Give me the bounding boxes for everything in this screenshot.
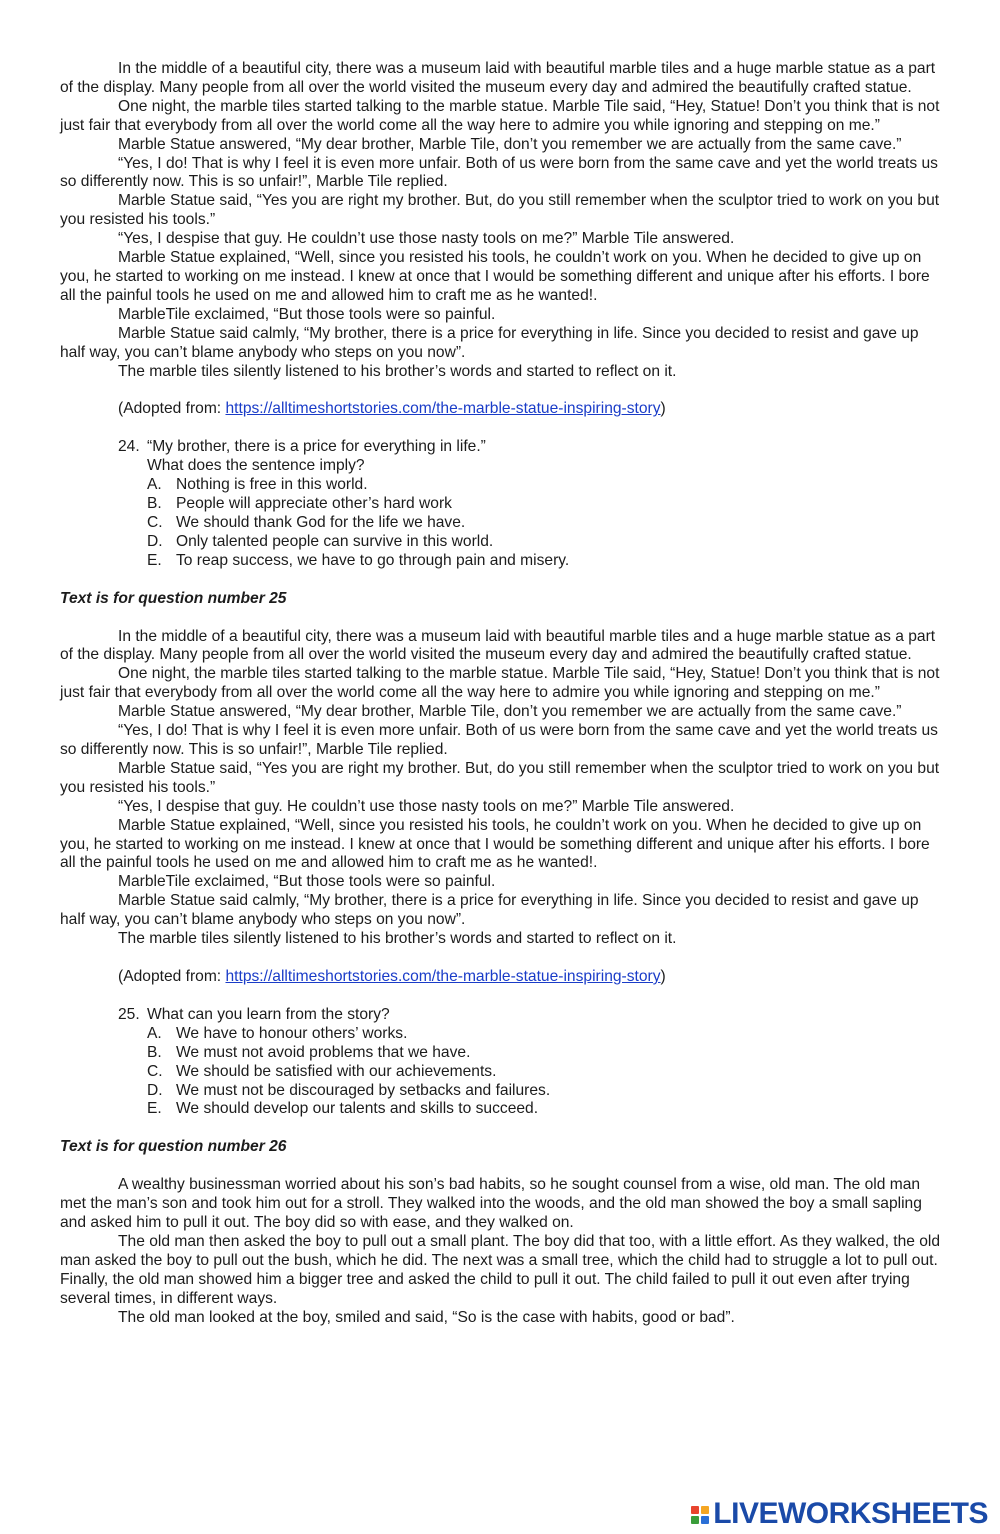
story-paragraph: Marble Statue said calmly, “My brother, there is a price for everything in life. Since you decided to resist and gave up half way, you can’t blame anybody who steps on you now”. — [60, 324, 919, 361]
option-b[interactable]: B. We must not avoid problems that we have. — [147, 1043, 471, 1061]
story-paragraph: “Yes, I despise that guy. He couldn’t use those nasty tools on me?” Marble Tile answered. — [118, 797, 735, 815]
story-paragraph: MarbleTile exclaimed, “But those tools were so painful. — [118, 873, 496, 891]
question-text: What does the sentence imply? — [147, 457, 365, 475]
question-number: 24. — [118, 438, 140, 456]
source-link[interactable]: https://alltimeshortstories.com/the-marble-statue-inspiring-story — [225, 967, 661, 985]
option-a[interactable]: A. We have to honour others’ works. — [147, 1024, 408, 1042]
story-paragraph: “Yes, I do! That is why I feel it is even more unfair. Both of us were born from the same cave and yet the world treats us so differently now. This is so unfair!”, Marble Tile replied. — [60, 154, 938, 191]
question-quote: “My brother, there is a price for everything in life.” — [147, 438, 486, 456]
story-paragraph: MarbleTile exclaimed, “But those tools were so painful. — [118, 305, 496, 323]
story-paragraph: One night, the marble tiles started talking to the marble statue. Marble Tile said, “Hey, Statue! Don’t you think that is not just fair that everybody from all over the world come all the way here to admire you while ignoring and stepping on me.” — [60, 665, 940, 702]
section-heading-26: Text is for question number 26 — [60, 1138, 287, 1156]
story-paragraph: Marble Statue said calmly, “My brother, there is a price for everything in life. Since you decided to resist and gave up half way, you can’t blame anybody who steps on you now”. — [60, 892, 919, 929]
story-paragraph: Marble Statue said, “Yes you are right my brother. But, do you still remember when the sculptor tried to work on you but you resisted his tools.” — [60, 759, 940, 796]
logo-mark-icon — [691, 1506, 709, 1524]
option-e[interactable]: E. We should develop our talents and skills to succeed. — [147, 1100, 539, 1118]
source-citation: (Adopted from: https://alltimeshortstories.com/the-marble-statue-inspiring-story) — [118, 400, 666, 418]
story-habits — [60, 1176, 943, 1327]
story-marble-statue-2 — [60, 628, 943, 987]
story-paragraph: In the middle of a beautiful city, there was a museum laid with beautiful marble tiles and a huge marble statue as a part of the display. Many people from all over the world visited the museum every day and admired the beautifully crafted statue. — [60, 60, 936, 96]
question-24 — [60, 438, 943, 570]
logo-wordmark: LIVEWORKSHEETS — [713, 1497, 988, 1531]
story-marble-statue-1 — [60, 60, 943, 419]
option-a[interactable]: A. Nothing is free in this world. — [147, 476, 368, 494]
option-e[interactable]: E. To reap success, we have to go through pain and misery. — [147, 551, 570, 569]
story-paragraph: A wealthy businessman worried about his son’s bad habits, so he sought counsel from a wise, old man. The old man met the man’s son and took him out for a stroll. They walked into the woods, and the old man showed the boy a small sapling and asked him to pull it out. The boy did so with ease, and they walked on. — [60, 1176, 922, 1232]
story-paragraph: Marble Statue answered, “My dear brother, Marble Tile, don’t you remember we are actually from the same cave.” — [118, 703, 902, 721]
question-text: What can you learn from the story? — [147, 1005, 390, 1023]
story-paragraph: The marble tiles silently listened to his brother’s words and started to reflect on it. — [118, 362, 677, 380]
story-paragraph: Marble Statue said, “Yes you are right my brother. But, do you still remember when the sculptor tried to work on you but you resisted his tools.” — [60, 192, 940, 229]
option-b[interactable]: B. People will appreciate other’s hard work — [147, 495, 452, 513]
story-paragraph: “Yes, I despise that guy. He couldn’t use those nasty tools on me?” Marble Tile answered. — [118, 230, 735, 248]
option-c[interactable]: C. We should be satisfied with our achievements. — [147, 1062, 497, 1080]
story-paragraph: The marble tiles silently listened to his brother’s words and started to reflect on it. — [118, 930, 677, 948]
worksheet-page — [60, 60, 943, 1327]
option-d[interactable]: D. We must not be discouraged by setbacks and failures. — [147, 1081, 551, 1099]
story-paragraph: The old man looked at the boy, smiled and said, “So is the case with habits, good or bad”. — [118, 1308, 735, 1326]
story-paragraph: Marble Statue explained, “Well, since you resisted his tools, he couldn’t work on you. When he decided to give up on you, he started to working on me instead. I knew at once that I would be something different and unique after his efforts. I bore all the painful tools he used on me and allowed him to craft me as he wanted!. — [60, 816, 930, 872]
story-paragraph: In the middle of a beautiful city, there was a museum laid with beautiful marble tiles and a huge marble statue as a part of the display. Many people from all over the world visited the museum every day and admired the beautifully crafted statue. — [60, 627, 936, 664]
question-number: 25. — [118, 1005, 140, 1023]
option-c[interactable]: C. We should thank God for the life we have. — [147, 513, 466, 531]
question-25 — [60, 1006, 943, 1119]
option-d[interactable]: D. Only talented people can survive in this world. — [147, 532, 494, 550]
story-paragraph: One night, the marble tiles started talking to the marble statue. Marble Tile said, “Hey, Statue! Don’t you think that is not just fair that everybody from all over the world come all the way here to admire you while ignoring and stepping on me.” — [60, 97, 940, 134]
story-paragraph: The old man then asked the boy to pull out a small plant. The boy did that too, with a little effort. As they walked, the old man asked the boy to pull out the bush, which he did. The next was a small tree, which the child had to struggle a lot to pull out. Finally, the old man showed him a bigger tree and asked the child to pull it out. The child failed to pull it out even after trying several times, in different ways. — [60, 1232, 941, 1307]
liveworksheets-logo — [691, 1497, 988, 1531]
section-heading-25: Text is for question number 25 — [60, 589, 287, 607]
story-paragraph: Marble Statue answered, “My dear brother, Marble Tile, don’t you remember we are actually from the same cave.” — [118, 135, 902, 153]
story-paragraph: Marble Statue explained, “Well, since you resisted his tools, he couldn’t work on you. When he decided to give up on you, he started to working on me instead. I knew at once that I would be something different and unique after his efforts. I bore all the painful tools he used on me and allowed him to craft me as he wanted!. — [60, 249, 930, 304]
story-paragraph: “Yes, I do! That is why I feel it is even more unfair. Both of us were born from the same cave and yet the world treats us so differently now. This is so unfair!”, Marble Tile replied. — [60, 722, 938, 758]
source-citation: (Adopted from: https://alltimeshortstories.com/the-marble-statue-inspiring-story) — [118, 967, 666, 985]
source-link[interactable]: https://alltimeshortstories.com/the-marble-statue-inspiring-story — [225, 400, 661, 418]
